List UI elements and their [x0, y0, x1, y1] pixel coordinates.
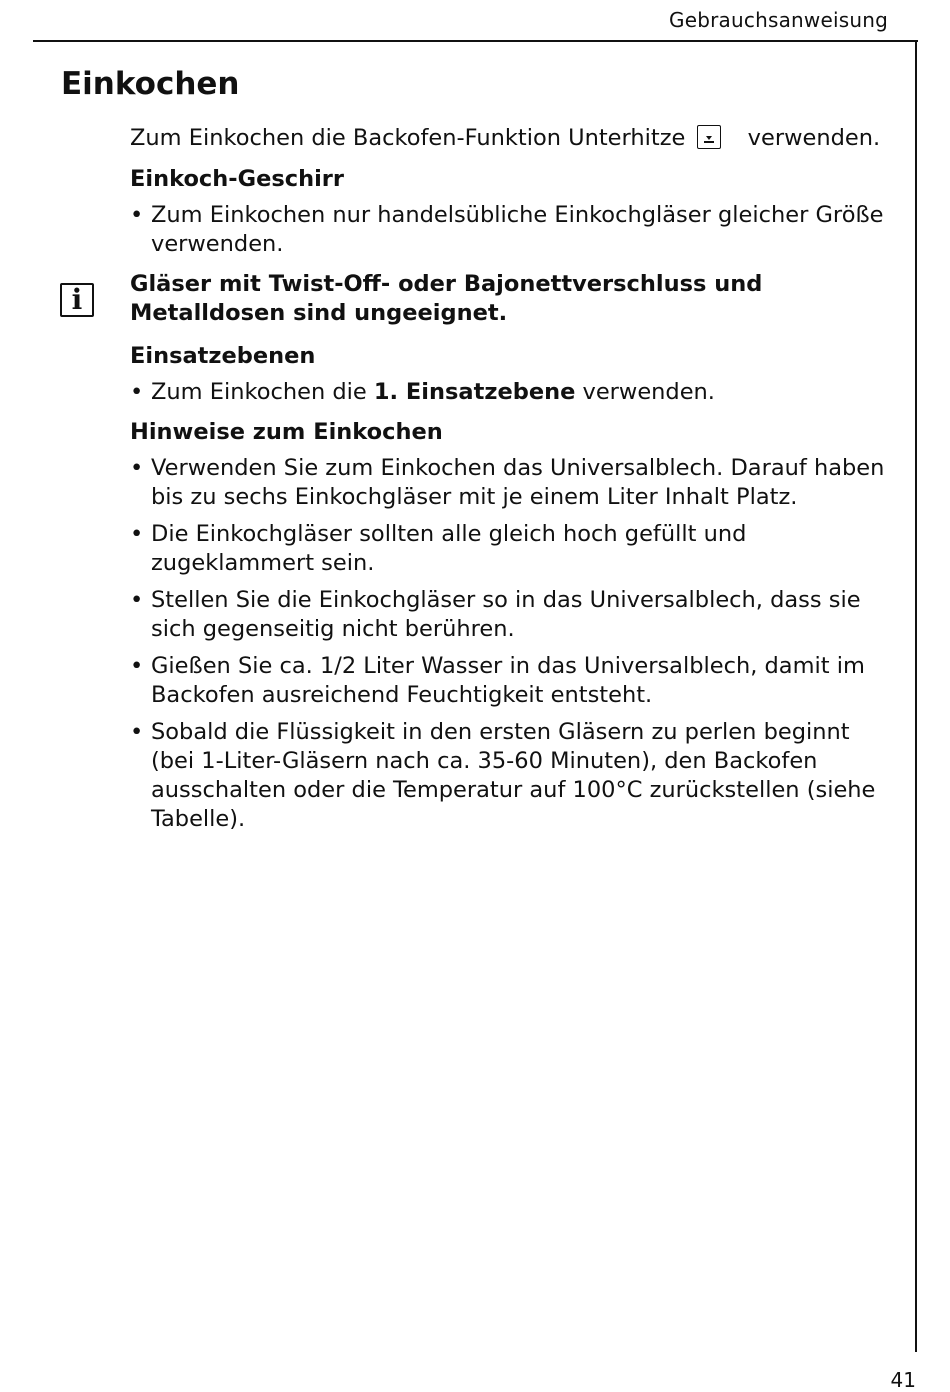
intro-text: Zum Einkochen die Backofen-Funktion Unterhitze [130, 125, 686, 151]
list-item: • Gießen Sie ca. 1/2 Liter Wasser in das Universalblech, damit im Backofen ausreichend Feuchtigkeit entsteht. [130, 652, 892, 710]
info-note: Gläser mit Twist-Off- oder Bajonettverschluss und Metalldosen sind ungeeignet. [130, 271, 763, 326]
section-einsatzebenen [130, 342, 892, 407]
page-number: 41 [890, 1368, 916, 1392]
section-heading: Hinweise zum Einkochen [130, 419, 443, 445]
intro-paragraph [130, 124, 892, 153]
list-item-text-end: verwenden. [575, 379, 715, 405]
section-heading: Einkoch-Geschirr [130, 166, 344, 192]
page-title: Einkochen [61, 66, 240, 102]
bullet-list [130, 201, 892, 259]
bullet-list [130, 454, 892, 834]
section-hinweise [130, 418, 892, 834]
bottom-heat-icon [697, 125, 721, 149]
list-item [130, 378, 892, 407]
section-einkoch-geschirr [130, 165, 892, 259]
list-item: • Zum Einkochen nur handelsübliche Einkochgläser gleicher Größe verwenden. [130, 201, 892, 259]
list-item: • Verwenden Sie zum Einkochen das Universalblech. Darauf haben bis zu sechs Einkochgläser mit je einem Liter Inhalt Platz. [130, 454, 892, 512]
list-item: • Stellen Sie die Einkochgläser so in das Universalblech, dass sie sich gegenseitig nicht berühren. [130, 586, 892, 644]
list-item-text: Zum Einkochen die [151, 379, 374, 405]
intro-text-end: verwenden. [747, 125, 881, 151]
bullet-list [130, 378, 892, 407]
section-heading: Einsatzebenen [130, 343, 316, 369]
list-item: • Sobald die Flüssigkeit in den ersten Gläsern zu perlen beginnt (bei 1-Liter-Gläsern nach ca. 35-60 Minuten), den Backofen ausschalten oder die Temperatur auf 100°C zurückstellen (siehe Tabelle). [130, 718, 892, 834]
header-rule [33, 40, 918, 42]
info-icon: i [60, 283, 94, 317]
running-header: Gebrauchsanweisung [669, 8, 888, 32]
list-item: • Die Einkochgläser sollten alle gleich hoch gefüllt und zugeklammert sein. [130, 520, 892, 578]
main-content [130, 124, 892, 845]
list-item-emphasis: 1. Einsatzebene [373, 379, 576, 405]
margin-rule [915, 40, 917, 1352]
